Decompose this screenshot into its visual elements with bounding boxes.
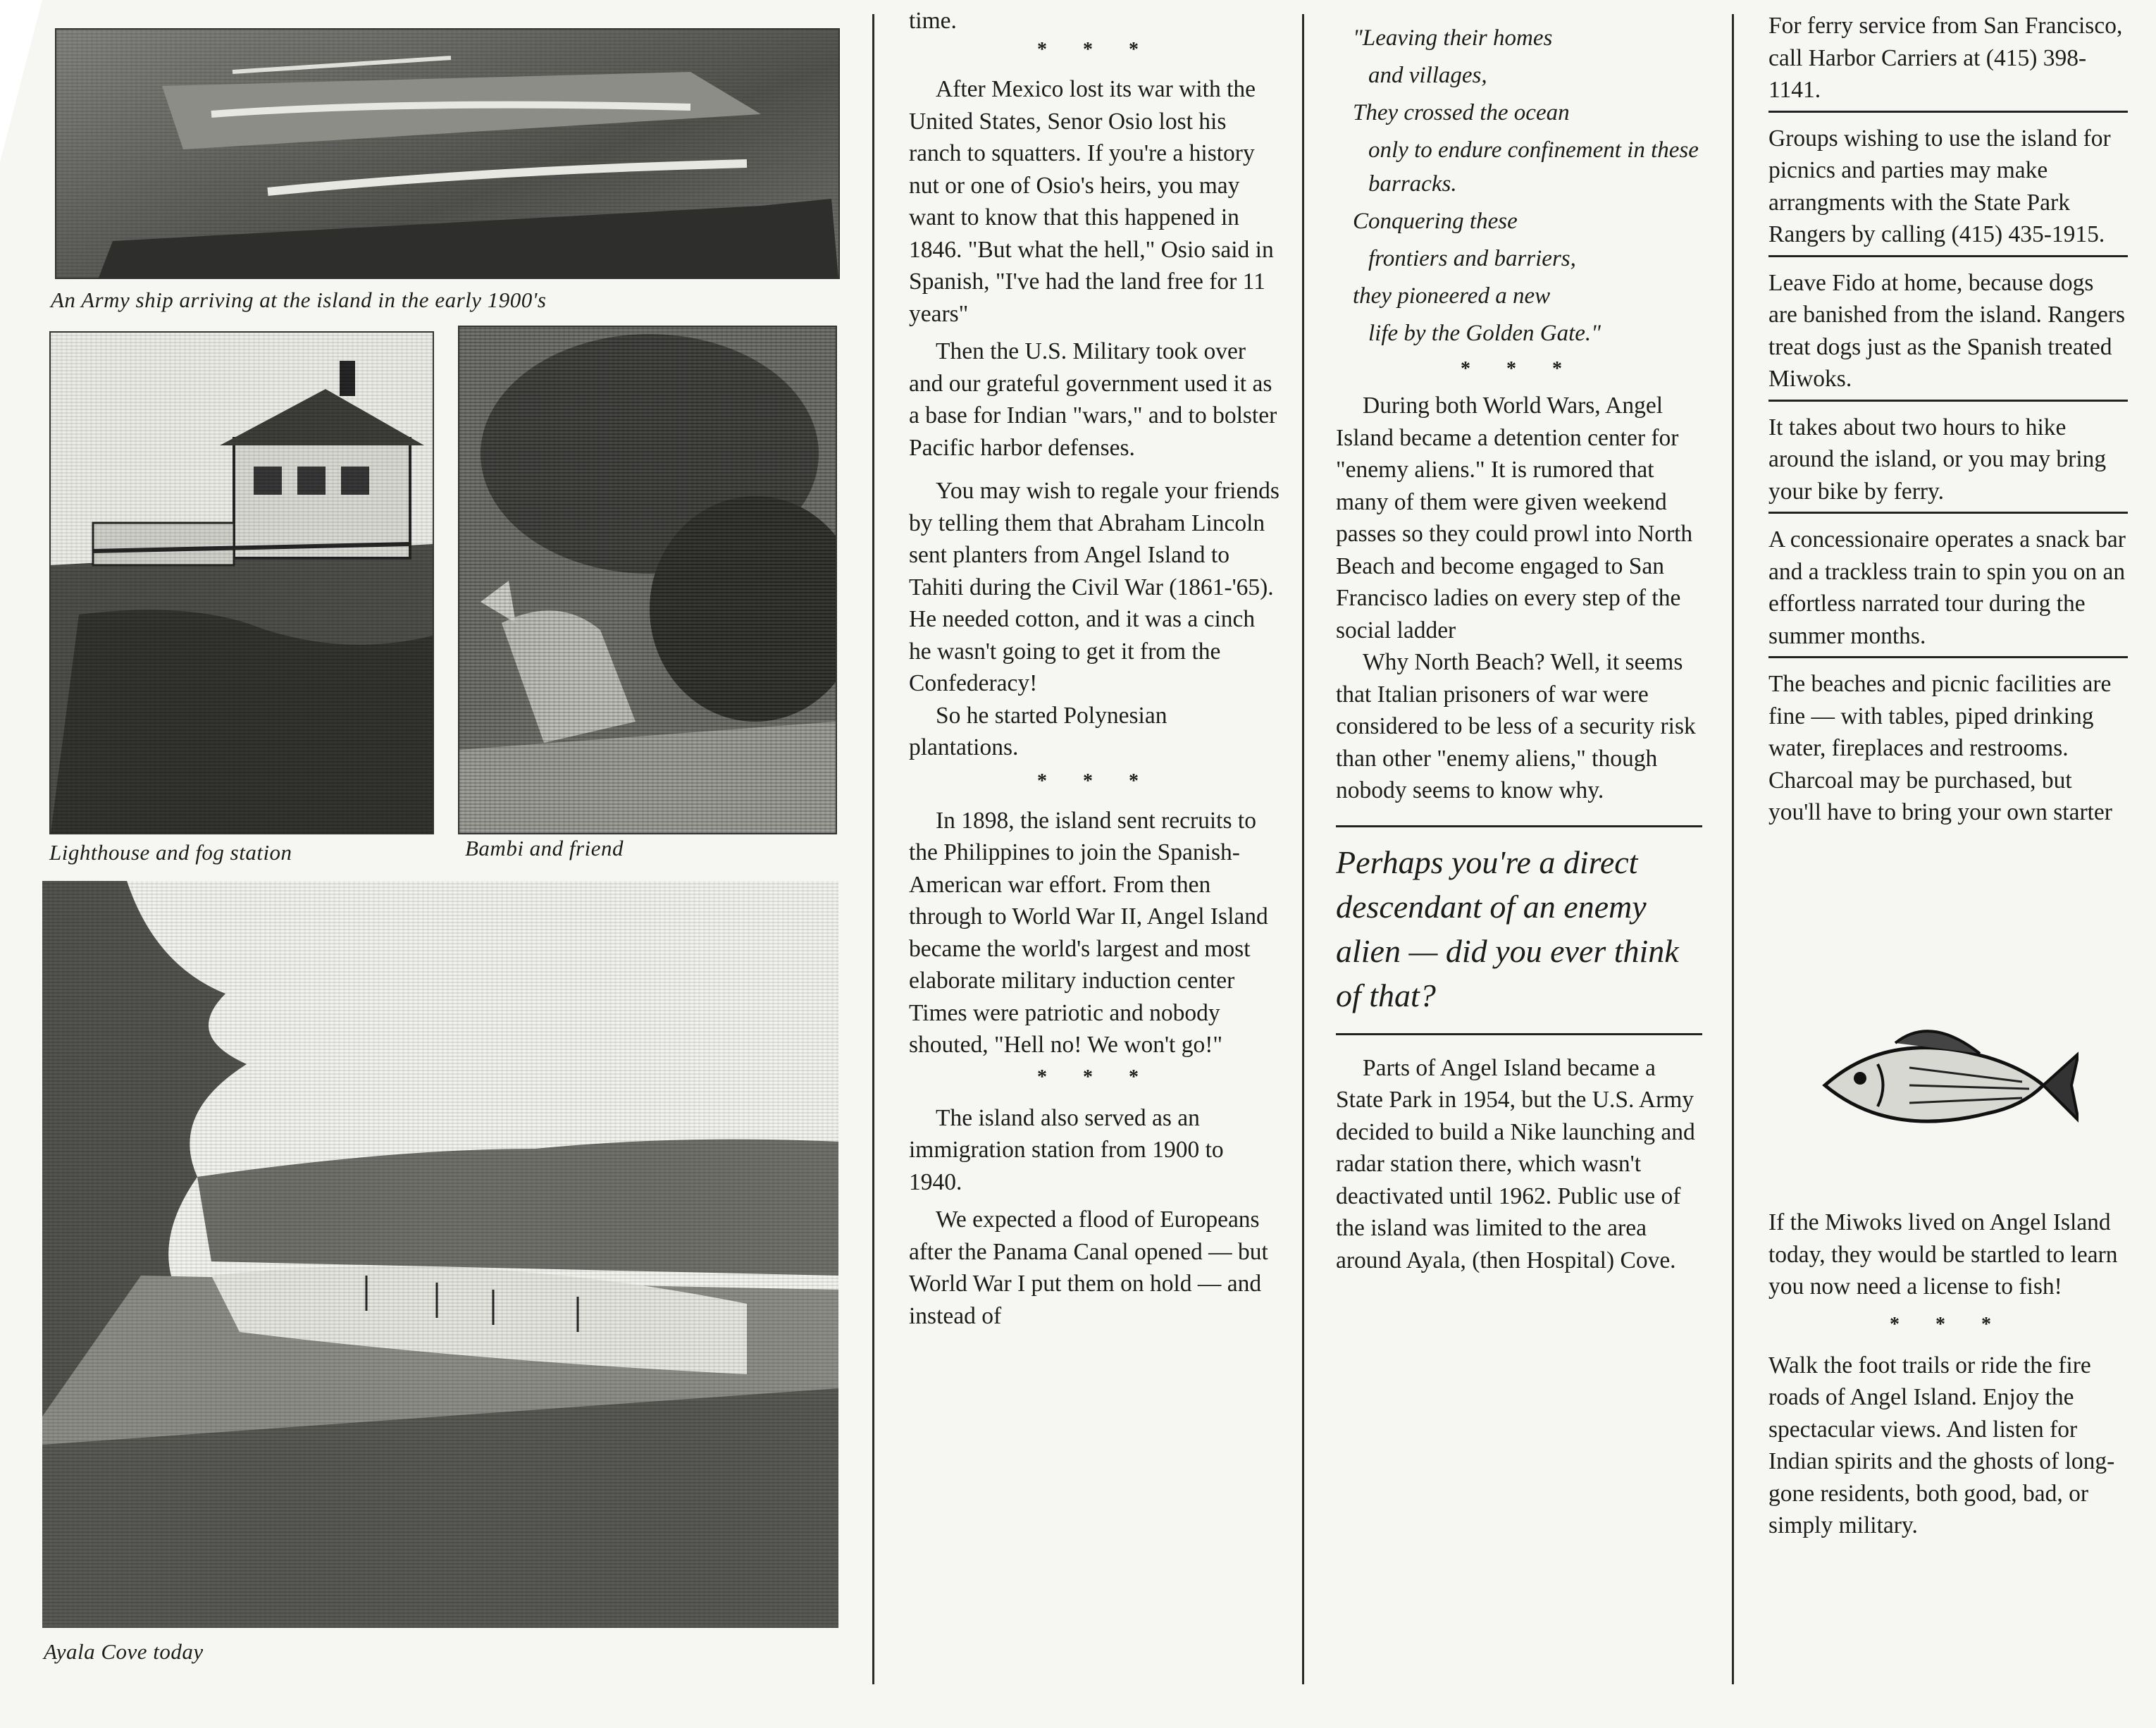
paragraph: After Mexico lost its war with the United States, Senor Osio lost his ranch to squatters. If you're a history nut or one of Osio's heirs, you may want to know that this happened in 1846. "But what the hell," Osio said in Spanish, "I've had the land free for 11 years" [909, 76, 1274, 327]
paragraph: Walk the foot trails or ride the fire roads of Angel Island. Enjoy the spectacular views. And listen for Indian spirits and the ghosts of long-gone residents, both good, bad, or simply military. [1768, 1352, 2115, 1538]
poem-line: and villages, [1368, 63, 1487, 88]
poem-line: they pioneered a new [1353, 283, 1551, 309]
torn-corner [0, 0, 42, 162]
article-column-2 [909, 7, 1282, 1332]
info-item-dogs: Leave Fido at home, because dogs are banished from the island. Rangers treat dogs just as the Spanish treated Miwoks. [1768, 267, 2128, 402]
photo-deer [458, 326, 837, 834]
section-break: * * * [1037, 770, 1154, 792]
paragraph: During both World Wars, Angel Island became a detention center for "enemy aliens." It is rumored that many of them were given weekend passes so they could prowl into North Beach and become engaged to San Francisco ladies on every step of the social ladder [1336, 393, 1693, 643]
info-item-beaches: The beaches and picnic facilities are fine — with tables, piped drinking water, fireplaces and restrooms. Charcoal may be purchased, but you'll have to bring your own starter [1768, 671, 2112, 825]
photo-army-ship [55, 28, 840, 279]
fish-icon [1811, 1015, 2078, 1156]
article-column-4 [1768, 10, 2128, 839]
caption-bambi: Bambi and friend [465, 836, 624, 860]
info-item-groups: Groups wishing to use the island for picnics and parties may make arrangments with the State Park Rangers by calling (415) 435-1915. [1768, 123, 2128, 257]
caption-army-ship: An Army ship arriving at the island in the early 1900's [51, 288, 547, 312]
paragraph: You may wish to regale your friends by telling them that Abraham Lincoln sent planters from Angel Island to Tahiti during the Civil War (1861-'65). He needed cotton, and it was a cinch he wasn't going to get it from the Confederacy! [909, 478, 1280, 696]
poem-line: frontiers and barriers, [1368, 246, 1576, 271]
section-break: * * * [1461, 358, 1578, 380]
article-column-3 [1336, 21, 1702, 1276]
poem-line: They crossed the ocean [1353, 100, 1570, 125]
poem-line: Conquering these [1353, 209, 1518, 234]
info-item-ferry: For ferry service from San Francisco, call Harbor Carriers at (415) 398-1141. [1768, 10, 2128, 113]
section-break: * * * [1037, 1066, 1154, 1088]
paragraph: So he started Polynesian plantations. [909, 702, 1167, 760]
section-break: * * * [1037, 39, 1154, 61]
paragraph: Why North Beach? Well, it seems that Italian prisoners of war were considered to be less of a security risk than other "enemy aliens," though nobody seems to know why. [1336, 649, 1696, 803]
poem-line: life by the Golden Gate." [1368, 321, 1601, 346]
photo-ayala-cove [42, 881, 838, 1628]
paragraph: Then the U.S. Military took over and our grateful government used it as a base for Indian "wars," and to bolster Pacific harbor defenses. [909, 338, 1277, 461]
paragraph: We expected a flood of Europeans after the Panama Canal opened — but World War I put them on hold — and instead of [909, 1206, 1268, 1329]
caption-ayala-cove: Ayala Cove today [44, 1639, 204, 1664]
column-rule-1 [872, 14, 874, 1684]
info-item-concession: A concessionaire operates a snack bar and a trackless train to spin you on an effortless narrated tour during the summer months. [1768, 524, 2128, 658]
poem [1336, 21, 1702, 350]
poem-line: only to endure confinement in these barracks. [1368, 137, 1699, 197]
poem-line: "Leaving their homes [1353, 25, 1553, 51]
column-rule-3 [1732, 14, 1734, 1684]
paragraph: The island also served as an immigration station from 1900 to 1940. [909, 1104, 1224, 1195]
paragraph: In 1898, the island sent recruits to the Philippines to join the Spanish-American war effort. From then through to World War II, Angel Island became the world's largest and most elaborate military induction center Times were patriotic and nobody shouted, "Hell no! We won't go!" [909, 807, 1268, 1058]
article-column-4-bottom [1768, 1206, 2128, 1542]
photo-lighthouse [49, 331, 434, 834]
column-rule-2 [1302, 14, 1304, 1684]
top-fragment: time. [909, 8, 957, 34]
pull-quote: Perhaps you're a direct descendant of an enemy alien — did you ever think of that? [1336, 825, 1702, 1035]
paragraph: If the Miwoks lived on Angel Island today, they would be startled to learn you now need a license to fish! [1768, 1209, 2118, 1300]
paragraph: Parts of Angel Island became a State Park in 1954, but the U.S. Army decided to build a Nike launching and radar station there, which wasn't deactivated until 1962. Public use of the island was limited to the area around Ayala, (then Hospital) Cove. [1336, 1054, 1695, 1273]
section-break: * * * [1890, 1313, 2007, 1335]
caption-lighthouse: Lighthouse and fog station [49, 840, 292, 865]
info-item-hike: It takes about two hours to hike around the island, or you may bring your bike by ferry. [1768, 412, 2128, 514]
